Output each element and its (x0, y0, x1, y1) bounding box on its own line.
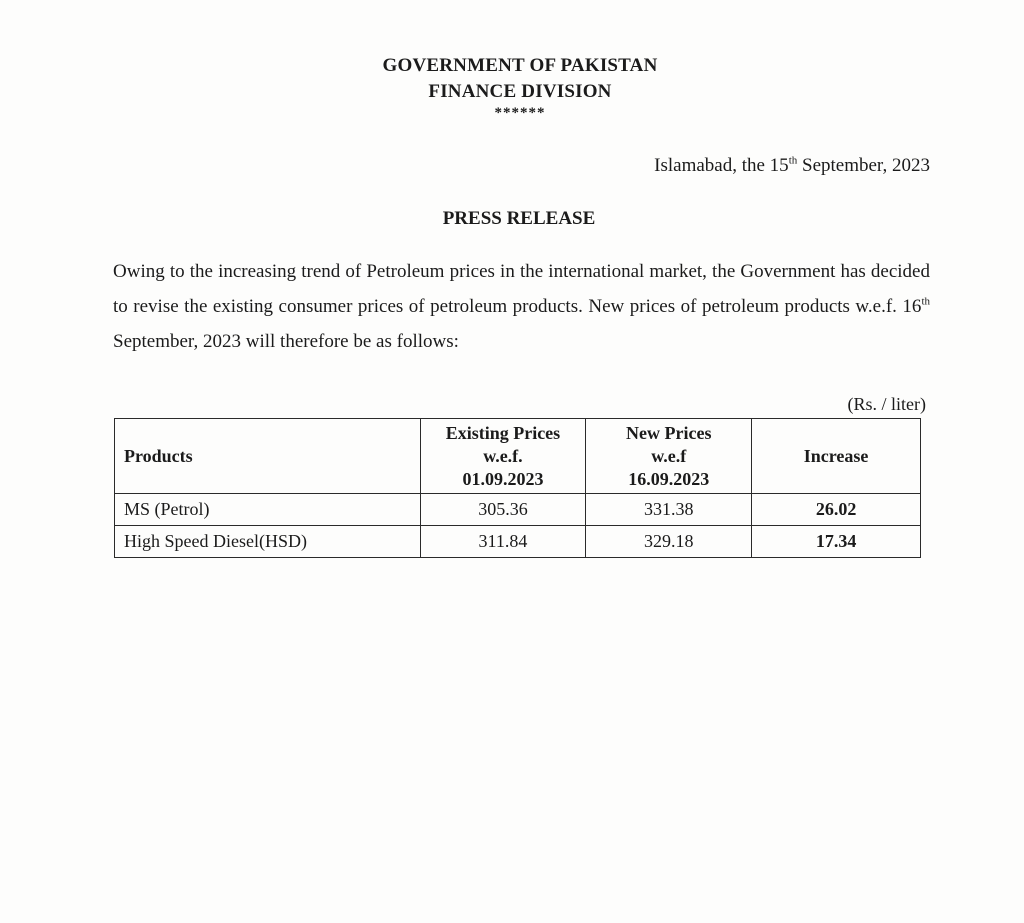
table-row (115, 526, 921, 558)
header-increase: Increase (752, 419, 921, 494)
document-header (0, 53, 1024, 121)
header-new-prices (586, 419, 752, 494)
header-new-line1: New Prices (626, 422, 712, 443)
row-new-price: 329.18 (586, 526, 752, 558)
table-header-row (115, 419, 921, 494)
header-new-line3: 16.09.2023 (628, 468, 710, 489)
row-increase: 26.02 (752, 494, 921, 526)
price-table (114, 418, 921, 558)
dateline (654, 155, 930, 177)
row-new-price: 331.38 (586, 494, 752, 526)
dateline-suffix: September, 2023 (797, 155, 930, 176)
dateline-prefix: Islamabad, the 15 (654, 155, 789, 176)
row-product: MS (Petrol) (115, 494, 421, 526)
header-stars: ****** (494, 105, 546, 121)
header-existing-prices (420, 419, 586, 494)
row-existing-price: 311.84 (420, 526, 586, 558)
body-text-part1: Owing to the increasing trend of Petroleum prices in the international market, the Government has decided to revise the existing consumer prices of petroleum products. New prices of petroleum products w.e.f. 16 (113, 261, 930, 317)
header-division: FINANCE DIVISION (428, 81, 612, 102)
row-increase: 17.34 (752, 526, 921, 558)
header-products: Products (115, 419, 421, 494)
body-text-part2: September, 2023 will therefore be as follows: (113, 331, 459, 352)
row-existing-price: 305.36 (420, 494, 586, 526)
row-product: High Speed Diesel(HSD) (115, 526, 421, 558)
header-existing-line1: Existing Prices (445, 422, 561, 443)
header-existing-line2: w.e.f. (483, 445, 523, 466)
press-release-title: PRESS RELEASE (442, 208, 596, 229)
unit-note: (Rs. / liter) (847, 394, 926, 414)
dateline-sup: th (788, 154, 798, 167)
header-government: GOVERNMENT OF PAKISTAN (382, 55, 658, 76)
table-row (115, 494, 921, 526)
header-new-line2: w.e.f (651, 445, 687, 466)
header-existing-line3: 01.09.2023 (462, 468, 544, 489)
body-paragraph (113, 254, 930, 359)
body-sup: th (921, 295, 930, 308)
